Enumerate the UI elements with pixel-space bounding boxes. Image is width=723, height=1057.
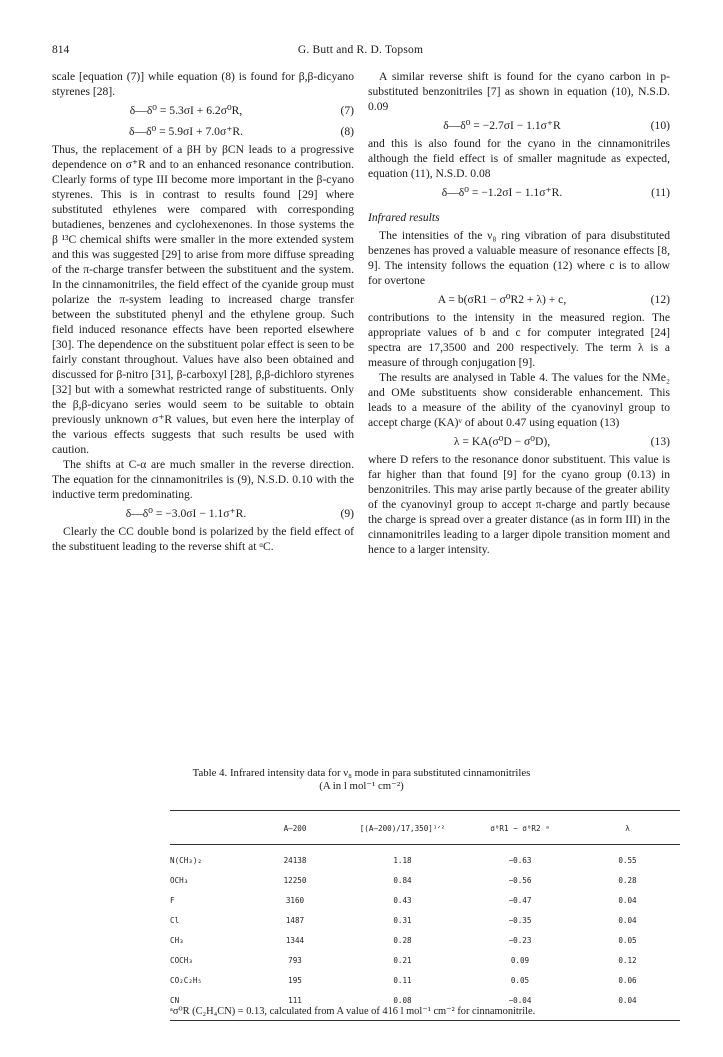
equation-7 bbox=[52, 100, 354, 120]
equation-expression: δ—δ⁰ = −1.2σI − 1.1σ⁺R. bbox=[441, 185, 563, 199]
table-cell: −0.56 bbox=[508, 876, 532, 885]
equation-8 bbox=[52, 121, 354, 141]
table-cell: 0.55 bbox=[618, 856, 637, 865]
equation-expression: A = b(σR1 − σ⁰R2 + λ) + c, bbox=[437, 292, 567, 306]
table-cell: −0.47 bbox=[508, 896, 532, 905]
table-cell: 0.11 bbox=[393, 976, 412, 985]
table-row bbox=[170, 876, 680, 888]
table-cell: 0.09 bbox=[510, 956, 530, 965]
equation-number: (10) bbox=[650, 118, 670, 132]
equation-expression: λ = KA(σ⁰D − σ⁰D), bbox=[453, 434, 551, 448]
table-cell: 0.04 bbox=[618, 996, 637, 1005]
table-cell: 1.18 bbox=[393, 856, 412, 865]
table-bottom-rule bbox=[170, 1020, 680, 1021]
paragraph: Clearly the CC double bond is polarized by the field effect of the substituent leading to the reverse shift at ᵅC. bbox=[52, 525, 354, 553]
table-cell: 195 bbox=[288, 976, 302, 985]
substituent-cell: COCH₃ bbox=[170, 956, 193, 965]
table-header-row bbox=[170, 824, 680, 838]
paragraph: and this is also found for the cyano in the cinnamonitriles although the field effect is of smaller magnitude as expected, equation (11), N.S.D. 0.08 bbox=[368, 137, 670, 180]
equation-expression: δ—δ⁰ = −3.0σI − 1.1σ⁺R. bbox=[125, 506, 247, 520]
substituent-cell: N(CH₃)₂ bbox=[170, 856, 203, 865]
table-row bbox=[170, 896, 680, 908]
table-cell: 0.28 bbox=[393, 936, 412, 945]
running-head: G. Butt and R. D. Topsom bbox=[297, 44, 424, 56]
table-row bbox=[170, 936, 680, 948]
equation-number: (9) bbox=[340, 506, 354, 520]
table-row bbox=[170, 856, 680, 868]
equation-9 bbox=[52, 503, 354, 523]
paragraph: Thus, the replacement of a βH by βCN leads to a progressive dependence on σ⁺R and to an enhanced resonance contribution. Clearly forms of type III become more important in the β-cyano styrenes. This is in contrast to results found [29] where substituted ethylenes were compared with corresponding butadienes, benzenes and cyclohexenones. In those systems the β ¹³C chemical shifts were smaller in the more extended system and this was suggested [29] to arise from more diffuse spreading of the π-charge transfer between the substituent and the system. In the cinnamonitriles, the field effect of the cyanide group must polarize the π-system leading to increased charge transfer between the substituted phenyl and the ethylene group. Such field induced resonance effects have been reported elsewhere [30]. The dependence on the substituent polar effect is seen to be fairly constant throughout. Values have also been obtained and discussed for β-nitro [31], β-carboxyl [28], β,β-dichloro styrenes [32] but with a somewhat restricted range of substituents. Only the β,β-dicyano series would seem to be suitable to obtain previously unknown σ⁺R values, but even here the interplay of the various effects suggests that such results be used with caution. bbox=[52, 143, 354, 456]
paragraph: contributions to the intensity in the measured region. The appropriate values of b and c for computer integrated [24] spectra are 17,3500 and 200 respectively. The term λ is a measure of through conjugation [9]. bbox=[368, 311, 670, 369]
paragraph: A similar reverse shift is found for the cyano carbon in p-substituted benzonitriles [7] as shown in equation (10), N.S.D. 0.09 bbox=[368, 70, 670, 113]
table-cell: 0.08 bbox=[393, 996, 412, 1005]
page-header bbox=[52, 44, 669, 60]
equation-number: (8) bbox=[340, 124, 354, 138]
table-cell: −0.04 bbox=[508, 996, 532, 1005]
page-number: 814 bbox=[52, 44, 70, 56]
column-header: λ bbox=[625, 824, 630, 833]
paragraph: scale [equation (7)] while equation (8) is found for β,β-dicyano styrenes [28]. bbox=[52, 70, 354, 98]
table-cell: 0.12 bbox=[618, 956, 637, 965]
column-header: σ⁰R1 − σ⁰R2 ᵃ bbox=[490, 824, 550, 833]
table-top-rule bbox=[170, 810, 680, 811]
table-cell: 793 bbox=[288, 956, 302, 965]
table-cell: 0.31 bbox=[393, 916, 412, 925]
table-row bbox=[170, 976, 680, 988]
equation-expression: δ—δ⁰ = 5.3σI + 6.2σ⁰R, bbox=[129, 103, 243, 117]
right-column bbox=[368, 69, 670, 557]
equation-12 bbox=[368, 289, 670, 309]
table-cell: 0.05 bbox=[618, 936, 637, 945]
table-cell: −0.63 bbox=[508, 856, 532, 865]
substituent-cell: OCH₃ bbox=[170, 876, 189, 885]
table-cell: 1487 bbox=[285, 916, 305, 925]
equation-10 bbox=[368, 115, 670, 135]
substituent-cell: F bbox=[170, 896, 175, 905]
table-cell: 0.05 bbox=[510, 976, 530, 985]
caption-title: Table 4. Infrared intensity data for ν₈ mode in para substituted cinnamonitriles bbox=[192, 767, 531, 779]
substituent-cell: CO₂C₂H₅ bbox=[170, 976, 203, 985]
table-cell: 0.04 bbox=[618, 896, 637, 905]
equation-11 bbox=[368, 182, 670, 202]
equation-number: (13) bbox=[650, 434, 670, 448]
column-header: A–200 bbox=[283, 824, 307, 833]
table-cell: 0.04 bbox=[618, 916, 637, 925]
table-cell: −0.23 bbox=[508, 936, 532, 945]
section-heading: Infrared results bbox=[368, 211, 440, 224]
equation-expression: δ—δ⁰ = 5.9σI + 7.0σ⁺R. bbox=[129, 124, 243, 138]
table-cell: 0.21 bbox=[393, 956, 412, 965]
table-row bbox=[170, 956, 680, 968]
column-header: [(A–200)/17,350]¹ᐟ² bbox=[359, 824, 446, 833]
caption-units: (A in l mol⁻¹ cm⁻²) bbox=[319, 780, 404, 792]
substituent-cell: Cl bbox=[170, 916, 180, 925]
equation-number: (7) bbox=[340, 103, 354, 117]
table-cell: 0.43 bbox=[393, 896, 412, 905]
substituent-cell: CN bbox=[170, 996, 180, 1005]
table-cell: 111 bbox=[288, 996, 302, 1005]
table-cell: 0.28 bbox=[618, 876, 637, 885]
equation-13 bbox=[368, 431, 670, 451]
substituent-cell: CH₃ bbox=[170, 936, 184, 945]
paragraph: The intensities of the ν₈ ring vibration of para disubstituted benzenes has proved a valuable measure of resonance effects [8, 9]. The intensity follows the equation (12) where c is to allow for overtone bbox=[368, 229, 670, 287]
table-cell: 3160 bbox=[285, 896, 305, 905]
equation-number: (11) bbox=[651, 185, 670, 199]
paragraph: The results are analysed in Table 4. The values for the NMe₂ and OMe substituents show considerable enhancement. This leads to a measure of the ability of the cyanovinyl group to accept charge (KA)ᵛ of about 0.47 using equation (13) bbox=[368, 371, 670, 429]
table-header-rule bbox=[170, 844, 680, 845]
table-cell: 1344 bbox=[285, 936, 305, 945]
table-caption bbox=[60, 767, 663, 793]
equation-expression: δ—δ⁰ = −2.7σI − 1.1σ⁺R bbox=[443, 118, 561, 132]
equation-number: (12) bbox=[650, 292, 670, 306]
paragraph: The shifts at C-α are much smaller in the reverse direction. The equation for the cinnamonitriles is (9), N.S.D. 0.10 with the inductive term predominating. bbox=[52, 458, 354, 501]
table-footnote: ᵃσ⁰R (C₂H₄CN) = 0.13, calculated from A value of 416 l mol⁻¹ cm⁻² for cinnamonitrile. bbox=[170, 1006, 536, 1017]
table-row bbox=[170, 916, 680, 928]
table-cell: 24138 bbox=[283, 856, 307, 865]
table-cell: 0.84 bbox=[393, 876, 412, 885]
table-cell: −0.35 bbox=[508, 916, 532, 925]
table-cell: 0.06 bbox=[618, 976, 637, 985]
left-column bbox=[52, 69, 354, 554]
paragraph: where D refers to the resonance donor substituent. This value is far higher than that found [9] for the cyano group (0.13) in benzonitriles. This may arise partly because of the greater ability of the cyanovinyl group to accept π-charge and partly because the charge is spread over a greater distance (as in form III) in the cinnamonitriles leading to a larger dipole transition moment and hence to a larger intensity. bbox=[368, 453, 670, 556]
table-cell: 12250 bbox=[283, 876, 307, 885]
